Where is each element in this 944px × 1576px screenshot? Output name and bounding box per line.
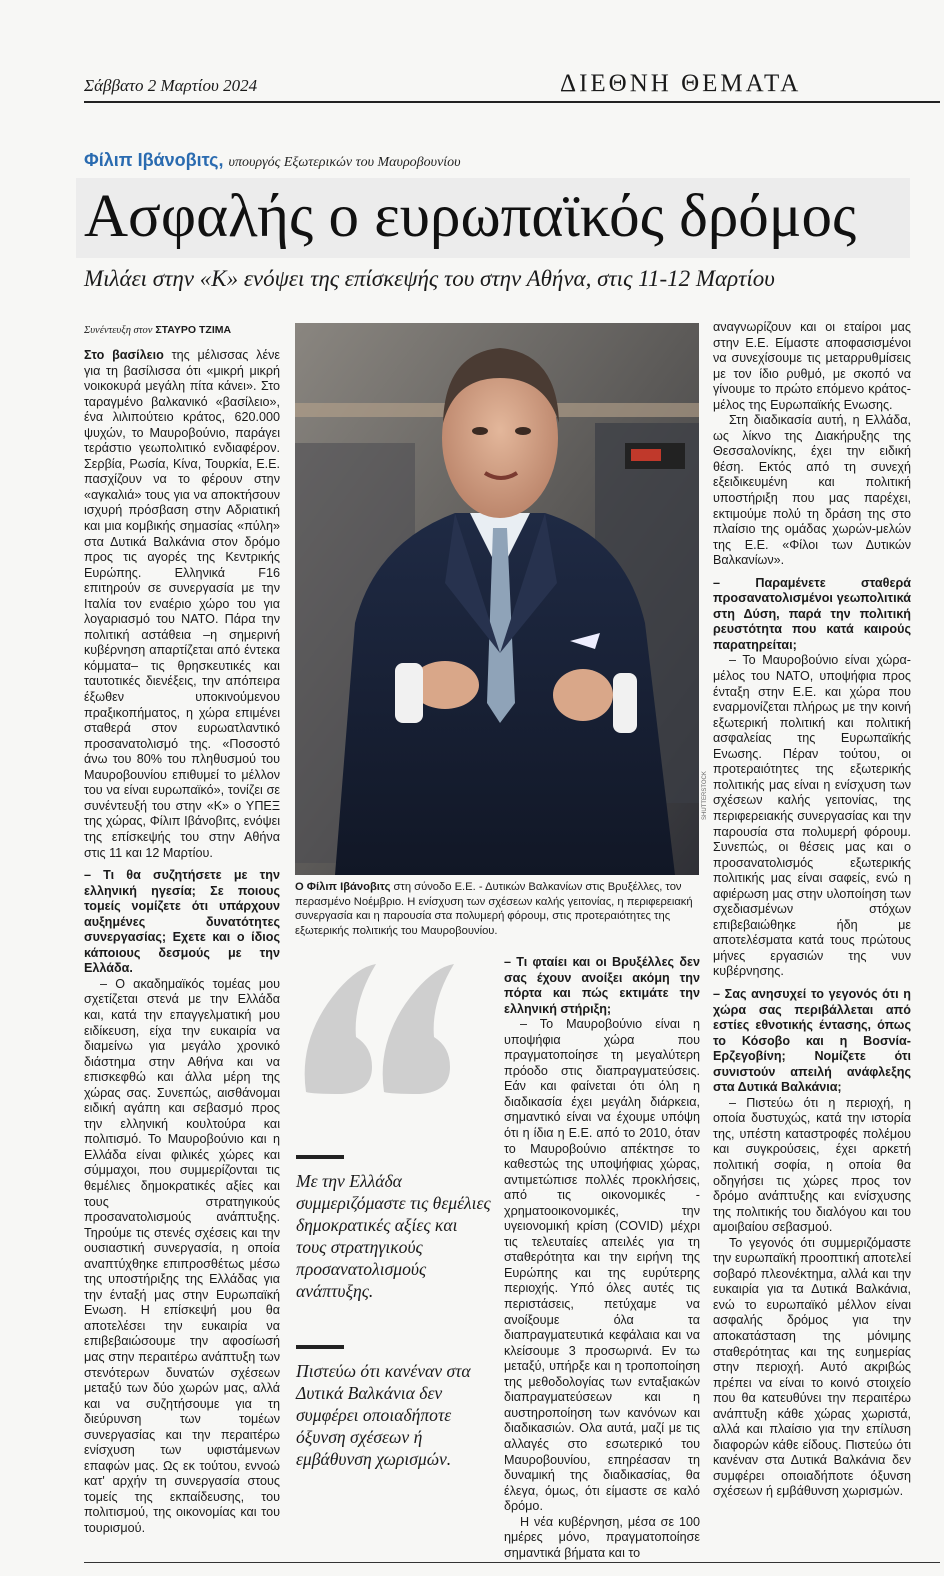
answer-4-continued: Το γεγονός ότι συμμεριζόμαστε την ευρωπαϊκή προοπτική αποτελεί σοβαρό πλεονέκτημα, αλλά και την ευκαιρία για τα Δυτικά Βαλκάνια, ενώ το ευρωπαϊκό μέλλον είναι ασφαλής δρόμος για την αποκατάσταση της μόνιμης σταθερότητας και της ευημερίας στην περιοχή. Αυτό ακριβώς πρέπει να είναι το κοινό στοιχείο που θα κατευθύνει την περαιτέρω ανάπτυξη κάθε χώρας χωριστά, αλλά και πλαίσιο για την επίλυση διαφορών κάθε είδους. Πιστεύω ότι κανέναν στα Δυτικά Βαλκάνια δεν συμφέρει οποιαδήποτε όξυνση σχέσεων ή εμβάθυνση χωρισμών. — [713, 1235, 911, 1499]
answer-2-continued: Η νέα κυβέρνηση, μέσα σε 100 ημέρες μόνο, πραγματοποίησε σημαντικά βήματα και το — [504, 1514, 700, 1560]
column-3 — [504, 955, 700, 1561]
photo-minister — [295, 323, 699, 875]
pullquote-rule-1 — [296, 1155, 344, 1159]
photo-credit: SHUTTERSTOCK — [702, 771, 708, 820]
answer-4: – Πιστεύω ότι η περιοχή, η οποία δυστυχώς, κατά την ιστορία της, υπέστη καταστροφές πολέμου και συγκρούσεις, έχει αρκετή πολιτική σοφία, η οποία θα οδηγήσει τις χώρες προς τον δρόμο ανάπτυξης και ενίσχυσης της πολιτικής του διαλόγου και του αμοιβαίου σεβασμού. — [713, 1095, 911, 1235]
intro-paragraph — [84, 348, 280, 861]
column-4-paragraph: Στη διαδικασία αυτή, η Ελλάδα, ως λίκνο της Διακήρυξης της Θεσσαλονίκης, έχει την ειδική θέση. Εκτός από τη συνεχή εξειδικευμένη και πολιτική υποστήριξη που μας παρέχει, εκτιμούμε πολύ τη δράση της στο πλαίσιο της ομάδας χωρών-μελών της Ε.Ε. «Φίλοι των Δυτικών Βαλκανίων». — [713, 413, 911, 568]
author-role: υπουργός Εξωτερικών του Μαυροβουνίου — [228, 155, 461, 170]
interviewer-name: ΣΤΑΥΡΟ ΤΖΙΜΑ — [155, 324, 232, 336]
photo-caption — [295, 880, 699, 938]
byline — [84, 150, 461, 171]
question-1: – Τι θα συζητήσετε με την ελληνική ηγεσία; Σε ποιους τομείς νομίζετε ότι υπάρχουν αυξημένες δυνατότητες συνεργασίας; Εχετε και ο ίδιος κάποιους δεσμούς με την Ελλάδα. — [84, 868, 280, 976]
caption-text: στη σύνοδο Ε.Ε. - Δυτικών Βαλκανίων στις Βρυξέλλες, τον περασμένο Νοέμβριο. Η ενίσχυση των σχέσεων καλής γειτονίας, η περιφερειακή συνεργασία και η παρουσία στα πολυμερή φόρουμ, στις προτεραιότητες της εξωτερικής πολιτικής του Μαυροβουνίου. — [295, 881, 693, 937]
lead-word: Στο βασίλειο — [84, 348, 164, 362]
question-4: – Σας ανησυχεί το γεγονός ότι η χώρα σας περιβάλλεται από εστίες εθνοτικής έντασης, όπως το Κόσοβο και η Βοσνία-Ερζεγοβίνη; Νομίζετε ότι συνιστούν απειλή ανάφλεξης στα Δυτικά Βαλκάνια; — [713, 986, 911, 1095]
quote-mark-icon — [298, 942, 458, 1112]
pullquote-1: Με την Ελλάδα συμμεριζόμαστε τις θεμέλιες δημοκρατικές αξίες και τους στρατηγικούς προσανατολισμούς ανάπτυξης. — [296, 1171, 491, 1301]
column-4-opening: αναγνωρίζουν και οι εταίροι μας στην Ε.Ε. Είμαστε αποφασισμένοι να συνεχίσουμε τις μεταρρυθμίσεις με τον ίδιο ρυθμό, με σκοπό να γίνουμε το πρώτο επόμενο κράτος-μέλος της Ευρωπαϊκής Ενωσης. — [713, 320, 911, 412]
author-name: Φίλιπ Ιβάνοβιτς, — [84, 150, 224, 170]
interview-prefix: Συνέντευξη στον — [84, 325, 153, 336]
column-4 — [713, 320, 911, 1500]
pullquote-2: Πιστεύω ότι κανέναν στα Δυτικά Βαλκάνια δεν συμφέρει οποιαδήποτε όξυνση σχέσεων ή εμβάθυνση χωρισμών. — [296, 1361, 471, 1469]
column-1 — [84, 348, 280, 1537]
interview-credit — [84, 324, 231, 336]
answer-3: – Το Μαυροβούνιο είναι χώρα-μέλος του ΝΑΤΟ, υποψήφια προς ένταξη στην Ε.Ε. και χώρα που εναρμονίζεται πλήρως με την κοινή εξωτερική πολιτική και πολιτική ασφαλείας της Ευρωπαϊκής Ενωσης. Πέραν τούτου, οι προτεραιότητες της εξωτερικής πολιτικής μας είναι η ενίσχυση των σχέσεων καλής γειτονίας, της περιφερειακής συνεργασίας και την παρουσία στα πολυμερή φόρουμ. Συνεπώς, οι θέσεις μας και ο προσανατολισμός εξωτερικής πολιτικής μας είναι σαφείς, ενώ η αφιέρωση μας στην υλοποίηση των σχεδιασμένων στόχων επιβεβαιώθηκε ήδη με αποτελέσματα κατά τους πρώτους μήνες εργασιών της νυν κυβέρνησης. — [713, 653, 911, 979]
question-2: – Τι φταίει και οι Βρυξέλλες δεν σας έχουν ανοίξει ακόμη την πόρτα και πώς εκτιμάτε την ελληνική στήριξη; — [504, 955, 700, 1016]
section-title: ΔΙΕΘΝΗ ΘΕΜΑΤΑ — [560, 70, 802, 97]
subhead: Μιλάει στην «Κ» ενόψει της επίσκεψής του στην Αθήνα, στις 11-12 Μαρτίου — [84, 266, 775, 291]
issue-date: Σάββατο 2 Μαρτίου 2024 — [84, 76, 258, 95]
question-3: – Παραμένετε σταθερά προσανατολισμένοι γεωπολιτικά στη Δύση, παρά την πολιτική ρευστότητα που κατά καιρούς παρατηρείται; — [713, 575, 911, 652]
pullquote-rule-2 — [296, 1345, 344, 1349]
answer-2: – Το Μαυροβούνιο είναι η υποψήφια χώρα που πραγματοποίησε τη μεγαλύτερη πρόοδο στις διαπραγματεύσεις. Εάν και φαίνεται ότι όλη η διαδικασία έχει μεγάλη διάρκεια, σημαντικό είναι να έχουμε υπόψη ότι η ίδια η Ε.Ε. από το 2010, όταν το Μαυροβούνιο απέκτησε το καθεστώς της υποψήφιας χώρας, αντιμετώπισε πολλές προκλήσεις, από τις οικονομικές - χρηματοοικονομικές, την υγειονομική κρίση (COVID) μέχρι τις τελευταίες απειλές για τη σταθερότητα και την ειρήνη της Ευρώπης και της ευρύτερης περιοχής. Υπό όλες αυτές τις περιστάσεις, πετύχαμε να ανοίξουμε όλα τα διαπραγματευτικά κεφάλαια και να κλείσουμε 3 προσωρινά. Εν τω μεταξύ, υπήρξε και η τροποποίηση της μεθοδολογίας των ενταξιακών διαπραγματεύσεων και η αυστηροποίηση των κανόνων και διαδικασιών. Ολα αυτά, μαζί με τις αλλαγές στο εσωτερικό του Μαυροβουνίου, επηρέασαν τη δυναμική της διαδικασίας, θα έλεγα, όμως, ότι είμαστε σε καλό δρόμο. — [504, 1017, 700, 1514]
answer-1: – Ο ακαδημαϊκός τομέας μου σχετίζεται στενά με την Ελλάδα και, κατά την επαγγελματική μου ειδίκευση, είχα την ευκαιρία να διαμείνω για μεγάλο χρονικό διάστημα στην Αθήνα και να επισκεφθώ και άλλα μέρη της χώρας σας. Συνεπώς, αισθάνομαι ειδική αγάπη και σεβασμό προς την ελληνική κουλτούρα και πολιτισμό. Το Μαυροβούνιο και η Ελλάδα είναι φιλικές χώρες και σύμμαχοι, που συμμερίζονται τις θεμέλιες δημοκρατικές αξίες και τους στρατηγικούς προσανατολισμούς ανάπτυξης. Τηρούμε τις στενές σχέσεις και την ουσιαστική συνεργασία, η οποία αναπτύχθηκε επιπροσθέτως μέσω της υποστήριξης της Ελλάδας για την ένταξή μας στην Ευρωπαϊκή Ενωση. Η επίσκεψή μου θα αποτελέσει την ευκαιρία να επιβεβαιώσουμε την αφοσίωσή μας στην περαιτέρω ανάπτυξη των στενότερων δυνατών σχέσεων μεταξύ των δύο χωρών μας, αλλά και να συζητήσουμε για τη διεύρυνση των τομέων συνεργασίας και την περαιτέρω ενίσχυση των υφιστάμενων επαφών μας. Ως εκ τούτου, εννοώ κατ' αρχήν τη συνεργασία στους τομείς της εκπαίδευσης, του πολιτισμού, της οικονομίας και του τουρισμού. — [84, 976, 280, 1536]
intro-text: της μέλισσας λένε για τη βασίλισσα ότι «μικρή μικρή νοικοκυρά μεγάλη πίτα κάνει». Στο ταραγμένο βαλκανικό «βασίλειο», ένα λιλιπούτειο κράτος, 620.000 ψυχών, το Μαυροβούνιο, παράγει τεράστιο γεωπολιτικό ενδιαφέρον. Σερβία, Ρωσία, Κίνα, Τουρκία, Ε.Ε. πασχίζουν να το φέρουν στην «αγκαλιά» τους για να αποκτήσουν ισχυρή πρόσβαση στην Αδριατική και μια κομβικής σημασίας «πύλη» στα Δυτικά Βαλκάνια στον δρόμο προς τις αγορές της Κεντρικής Ευρώπης. Ελληνικά F16 επιτηρούν σε συνεργασία με την Ιταλία τον εναέριο χώρο του για λογαριασμό του ΝΑΤΟ. Πάρα την πολιτική αστάθεια –η σημερινή κυβέρνηση απαρτίζεται από έντεκα κόμματα– τις θρησκευτικές και ταυτοτικές διενέξεις, την απόπειρα έξωθεν υποκινούμενου πραξικοπήματος, η χώρα επιμένει σταθερά στον ευρωατλαντικό προσανατολισμό της. «Ποσοστό άνω του 80% του πληθυσμού του Μαυροβουνίου επιθυμεί το μέλλον του να είναι ευρωπαϊκό», τονίζει σε συνέντευξή του στην «Κ» ο ΥΠΕΞ της χώρας, Φίλιπ Ιβάνοβιτς, ενόψει της επίσκεψής του στην Αθήνα στις 11 και 12 Μαρτίου. — [84, 348, 280, 860]
header-rule — [84, 101, 940, 103]
footer-rule — [84, 1562, 940, 1563]
headline: Ασφαλής ο ευρωπαϊκός δρόμος — [84, 183, 857, 250]
caption-name: Ο Φίλιπ Ιβάνοβιτς — [295, 881, 391, 893]
